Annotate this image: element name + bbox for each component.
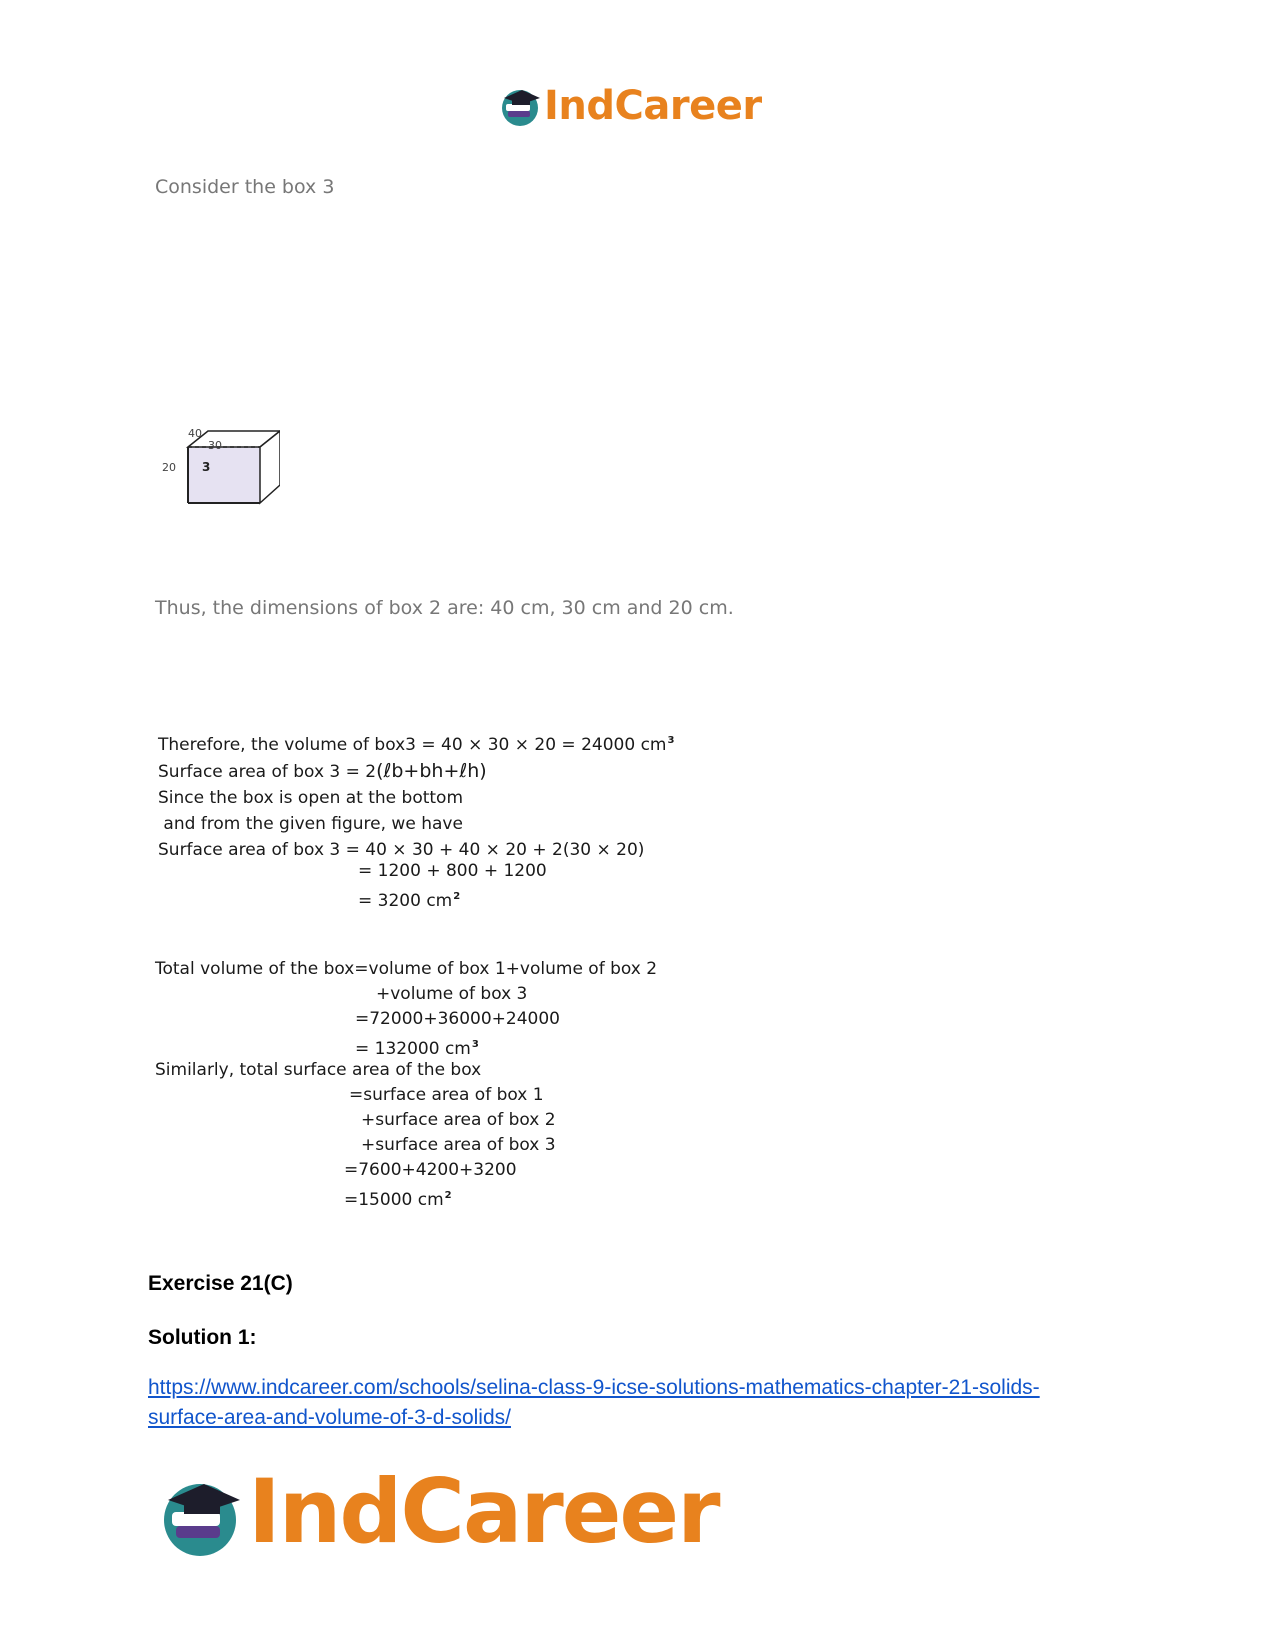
- dimension-label-20: 20: [162, 461, 176, 474]
- graduation-cap-icon: [160, 1472, 248, 1560]
- volume-line: [158, 728, 674, 758]
- header-logo: [500, 80, 790, 132]
- box-number-label: 3: [202, 460, 211, 474]
- box3-solution: [158, 728, 674, 863]
- total-surface-sum-line: =7600+4200+3200: [344, 1160, 517, 1180]
- solution-link-line-1[interactable]: https://www.indcareer.com/schools/selina-class-9-icse-solutions-mathematics-chapter-21-solids-: [148, 1376, 1040, 1399]
- graduation-cap-icon: [500, 84, 544, 128]
- surface-box2-line: +surface area of box 2: [361, 1110, 556, 1130]
- total-volume-line: Total volume of the box=volume of box 1+volume of box 2: [155, 959, 658, 979]
- footer-logo: [160, 1460, 720, 1568]
- dimensions-text: Thus, the dimensions of box 2 are: 40 cm, 30 cm and 20 cm.: [155, 597, 734, 619]
- surface-unit-exponent: 2: [453, 891, 461, 902]
- total-volume-cont-line: +volume of box 3: [376, 984, 528, 1004]
- surface-box1-line: =surface area of box 1: [349, 1085, 544, 1105]
- total-volume-sum-line: =72000+36000+24000: [355, 1009, 560, 1029]
- footer-logo-text: IndCareer: [248, 1460, 719, 1563]
- logo-text: IndCareer: [544, 83, 762, 129]
- surface-box3-line: +surface area of box 3: [361, 1135, 556, 1155]
- given-figure-line: and from the given figure, we have: [158, 814, 463, 834]
- surface-formula-line: [158, 758, 674, 785]
- box-3-figure: [160, 425, 280, 505]
- solution-heading: Solution 1:: [148, 1326, 257, 1349]
- surface-sum-line: = 1200 + 800 + 1200: [358, 861, 547, 881]
- intro-text: Consider the box 3: [155, 176, 335, 198]
- volume-text: Therefore, the volume of box3 = 40 × 30 × 20 = 24000 cm: [158, 735, 667, 755]
- solution-link[interactable]: [148, 1373, 1148, 1433]
- total-surface-unit-exponent: 2: [444, 1190, 452, 1201]
- total-surface-result-line: [344, 1183, 452, 1213]
- surface-result-line: [358, 884, 460, 914]
- surface-result-text: = 3200 cm: [358, 891, 453, 911]
- open-bottom-line: Since the box is open at the bottom: [158, 788, 464, 808]
- total-surface-result-text: =15000 cm: [344, 1190, 444, 1210]
- total-volume-result-text: = 132000 cm: [355, 1039, 471, 1059]
- surface-formula-prefix: Surface area of box 3 = 2: [158, 762, 377, 782]
- dimension-label-40: 40: [188, 427, 202, 440]
- surface-formula: (ℓb+bh+ℓh): [376, 760, 487, 782]
- dimension-label-30: 30: [208, 439, 222, 452]
- surface-calc-line: Surface area of box 3 = 40 × 30 + 40 × 20 + 2(30 × 20): [158, 840, 645, 860]
- exercise-heading: Exercise 21(C): [148, 1272, 293, 1295]
- total-surface-intro-line: Similarly, total surface area of the box: [155, 1060, 482, 1080]
- total-volume-unit-exponent: 3: [471, 1039, 479, 1050]
- solution-link-line-2[interactable]: surface-area-and-volume-of-3-d-solids/: [148, 1406, 511, 1429]
- volume-unit-exponent: 3: [667, 735, 675, 746]
